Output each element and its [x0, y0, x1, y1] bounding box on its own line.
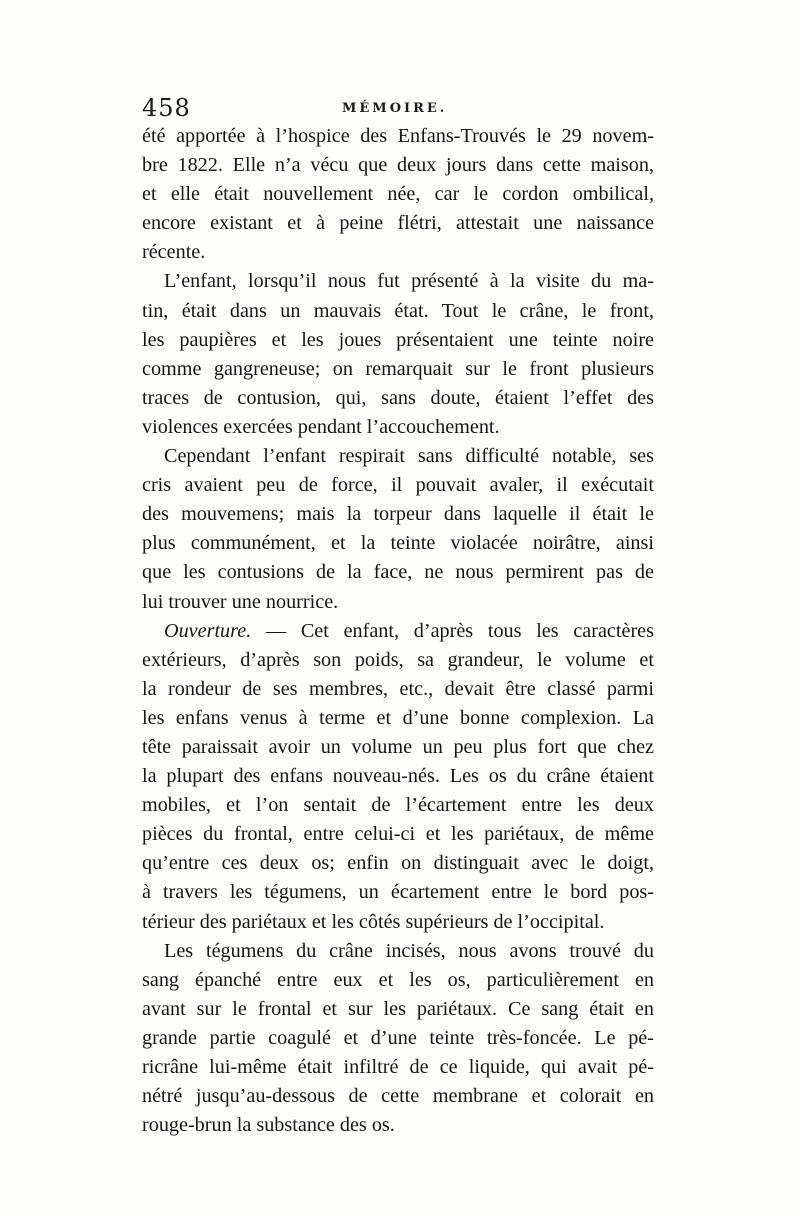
paragraph [142, 617, 654, 937]
text-line: sang épanché entre eux et les os, particulièrement en [142, 968, 654, 991]
text-line: violences exercées pendant l’accouchement. [142, 415, 500, 438]
text-line: cris avaient peu de force, il pouvait avaler, il exécutait [142, 474, 654, 497]
text-line: grande partie coagulé et d’une teinte très-foncée. Le pé- [142, 1026, 654, 1049]
paragraph [142, 267, 654, 442]
text-line: nétré jusqu’au-dessous de cette membrane et colorait en [142, 1085, 654, 1108]
text-line: plus communément, et la teinte violacée noirâtre, ainsi [142, 532, 654, 555]
page-header [142, 94, 662, 124]
text-line: été apportée à l’hospice des Enfans-Trouvés le 29 novem- [142, 125, 654, 147]
body-text [142, 122, 654, 1140]
paragraph [142, 937, 654, 1141]
text-line: ricrâne lui-même était infiltré de ce liquide, qui avait pé- [142, 1056, 654, 1078]
text-line: que les contusions de la face, ne nous permirent pas de [142, 561, 654, 584]
text-line-rest: — Cet enfant, d’après tous les caractères [251, 619, 654, 642]
text-line: pièces du frontal, entre celui-ci et les pariétaux, de même [142, 823, 654, 846]
page-number: 458 [142, 94, 191, 122]
text-line: traces de contusion, qui, sans doute, étaient l’effet des [142, 386, 654, 409]
text-line: térieur des pariétaux et les côtés supérieurs de l’occipital. [142, 910, 605, 933]
text-line: et elle était nouvellement née, car le cordon ombilical, [142, 183, 654, 206]
text-line: Les tégumens du crâne incisés, nous avons trouvé du [164, 939, 654, 962]
text-line: tin, était dans un mauvais état. Tout le crâne, le front, [142, 299, 654, 322]
text-line: tête paraissait avoir un volume un peu plus fort que chez [142, 735, 654, 758]
section-lead: Ouverture. [164, 619, 252, 642]
paragraph [142, 122, 654, 267]
text-line: bre 1822. Elle n’a vécu que deux jours dans cette maison, [142, 154, 654, 177]
text-line: encore existant et à peine flétri, attestait une naissance [142, 212, 654, 235]
text-line: avant sur le frontal et sur les pariétaux. Ce sang était en [142, 997, 654, 1020]
text-line: les paupières et les joues présentaient une teinte noire [142, 328, 654, 351]
text-line: Cependant l’enfant respirait sans difficulté notable, ses [164, 445, 654, 468]
text-line: les enfans venus à terme et d’une bonne complexion. La [142, 706, 654, 729]
text-line: qu’entre ces deux os; enfin on distinguait avec le doigt, [142, 852, 654, 875]
running-title: MÉMOIRE. [342, 101, 448, 116]
text-line: la rondeur de ses membres, etc., devait être classé parmi [142, 677, 654, 700]
text-line: L’enfant, lorsqu’il nous fut présenté à la visite du ma- [164, 270, 654, 293]
text-line: rouge-brun la substance des os. [142, 1114, 395, 1137]
paragraph [142, 442, 654, 617]
text-line: mobiles, et l’on sentait de l’écartement entre les deux [142, 794, 654, 817]
text-line: extérieurs, d’après son poids, sa grandeur, le volume et [142, 648, 654, 671]
text-line: la plupart des enfans nouveau-nés. Les os du crâne étaient [142, 765, 654, 788]
text-line: des mouvemens; mais la torpeur dans laquelle il était le [142, 503, 654, 526]
text-line: à travers les tégumens, un écartement entre le bord pos- [142, 881, 654, 904]
text-line: récente. [142, 241, 206, 264]
text-line: lui trouver une nourrice. [142, 590, 339, 613]
text-line: comme gangreneuse; on remarquait sur le front plusieurs [142, 357, 654, 380]
text-line [142, 617, 654, 646]
